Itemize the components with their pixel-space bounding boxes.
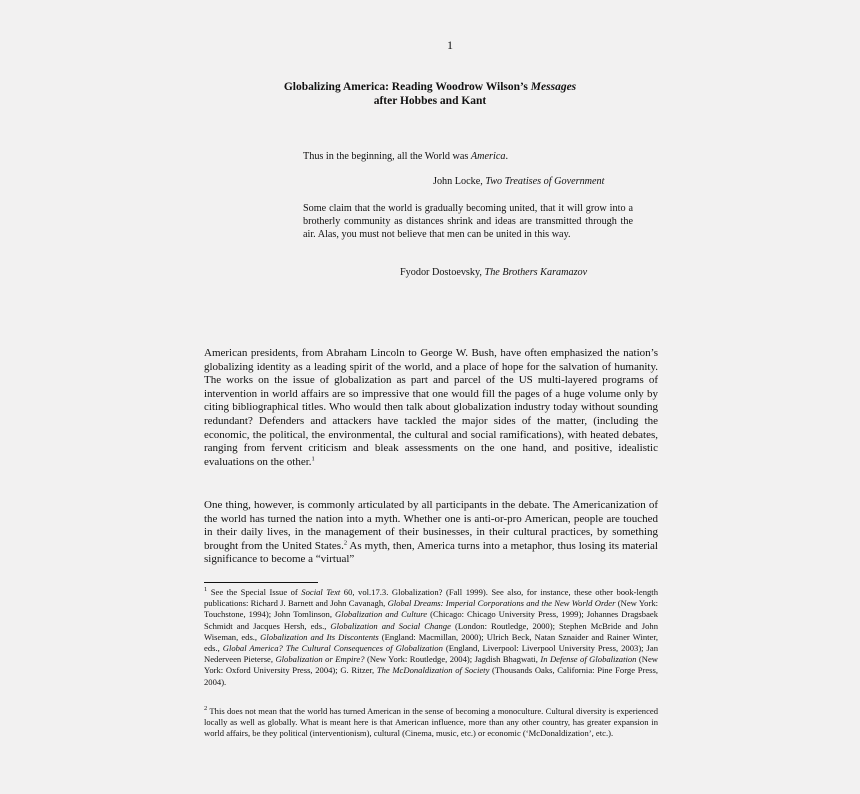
footnote-text-segment: (New York: Routledge, 2004); Jagdish Bhagwati, xyxy=(364,654,541,665)
citation-title: Global Dreams: Imperial Corporations and the New World Order xyxy=(387,598,616,609)
citation-title: The McDonaldization of Society xyxy=(376,665,490,676)
body-paragraph-2: One thing, however, is commonly articulated by all participants in the debate. The Americanization of the world has turned the nation into a myth. Whether one is anti-or-pro American, people are touched in their daily lives, in the management of their businesses, in their cultural practices, by something brought from the United States.$^2$ As myth, then, America turns into a metaphor, thus losing its material significance to become a “virtual” xyxy=(204,499,658,566)
footnote-text-segment: (London: Routledge, 2000); Stephen McBride and John Wiseman, eds., xyxy=(204,620,659,642)
footnote-mark-2: 2 xyxy=(204,705,208,713)
title-italic: Messages xyxy=(530,81,577,93)
page-number: 1 xyxy=(447,38,453,52)
citation-title: Globalization or Empire? xyxy=(275,654,365,665)
citation-title: In Defense of Globalization xyxy=(540,654,637,665)
footnote-text-segment: (Thousands Oaks, California: Pine Forge Press, 2004). xyxy=(204,665,658,687)
footnote-1-text xyxy=(204,587,658,687)
citation-title: Social Text xyxy=(301,587,341,597)
epigraph-locke: Thus in the beginning, all the World was America. xyxy=(303,151,508,162)
article-title xyxy=(0,80,860,108)
footnote-2-text: This does not mean that the world has turned American in the sense of becoming a monoculture. Cultural diversity is experienced locally as well as globally. What is meant here is that American influence, more than any other country, has greater expansion in world affairs, be they political (interventionism), cultural (Cinema, music, etc.) or economic (‘McDonaldization’, etc.). xyxy=(204,706,658,739)
body-paragraph-1: American presidents, from Abraham Lincoln to George W. Bush, have often emphasized the nation’s globalizing identity as a leading spirit of the world, and a place of hope for the salvation of humanity. The works on the issue of globalization as part and parcel of the US multi-layered programs of intervention in world affairs are so impressive that one would fill the pages of a huge volume only by citing bibliographical titles. Who would then talk about globalization industry today without sounding redundant? Defenders and attackers have tackled the major sides of the matter, (including the economic, the political, the environmental, the cultural and social ramifications), with heated debates, ranging from fervent criticism and bleak assessments on the one hand, and positive, idealistic evaluations on the other.$^1$ xyxy=(204,347,658,468)
citation-title: Globalization and Its Discontents xyxy=(260,631,379,642)
epigraph-dostoevsky: Some claim that the world is gradually becoming united, that it will grow into a brotherly community as distances shrink and ideas are transmitted through the air. Alas, you must not believe that men can be united in this way. xyxy=(303,203,633,240)
title-line-2: after Hobbes and Kant xyxy=(373,95,487,107)
footnote-separator xyxy=(204,582,318,583)
footnote-text-segment: (England, Liverpool: Liverpool University Press, 2003); Jan Nederveen Pieterse, xyxy=(204,643,658,665)
footnote-2 xyxy=(204,706,658,740)
citation-title: Globalization and Culture xyxy=(335,609,428,620)
footnote-text-segment: (Chicago: Chicago University Press, 1999); Johannes Dragsbaek Schmidt and Jacques Hersh, eds., xyxy=(204,609,658,631)
footnote-text-segment: (New York: Touchstone, 1994); John Tomlinson, xyxy=(204,598,659,620)
footnote-1 xyxy=(204,587,658,688)
footnote-ref-2: 2 xyxy=(343,539,348,547)
footnote-ref-1: 1 xyxy=(311,455,315,463)
citation-title: Globalization and Social Change xyxy=(330,620,451,631)
epigraph-locke-attribution: John Locke, Two Treatises of Government xyxy=(433,176,605,187)
citation-title: Global America? The Cultural Consequences of Globalization xyxy=(222,643,443,654)
footnote-text-segment: See the Special Issue of xyxy=(207,587,302,597)
epigraph-dostoevsky-attribution: Fyodor Dostoevsky, The Brothers Karamazov xyxy=(400,267,588,278)
footnote-text-segment: (New York: Oxford University Press, 2004); G. Ritzer, xyxy=(204,654,658,676)
title-text: Globalizing America: Reading Woodrow Wilson’s xyxy=(283,81,531,93)
footnote-mark-1: 1 xyxy=(204,586,208,594)
footnote-text-segment: (England: Macmillan, 2000); Ulrich Beck, Natan Sznaider and Rainer Winter, eds., xyxy=(204,631,659,654)
footnote-text-segment: 60, vol.17.3. Globalization? (Fall 1999). See also, for instance, these other book-length publications: Richard J. Barnett and John Cavanagh, xyxy=(204,587,658,609)
title-line-1 xyxy=(0,80,860,94)
